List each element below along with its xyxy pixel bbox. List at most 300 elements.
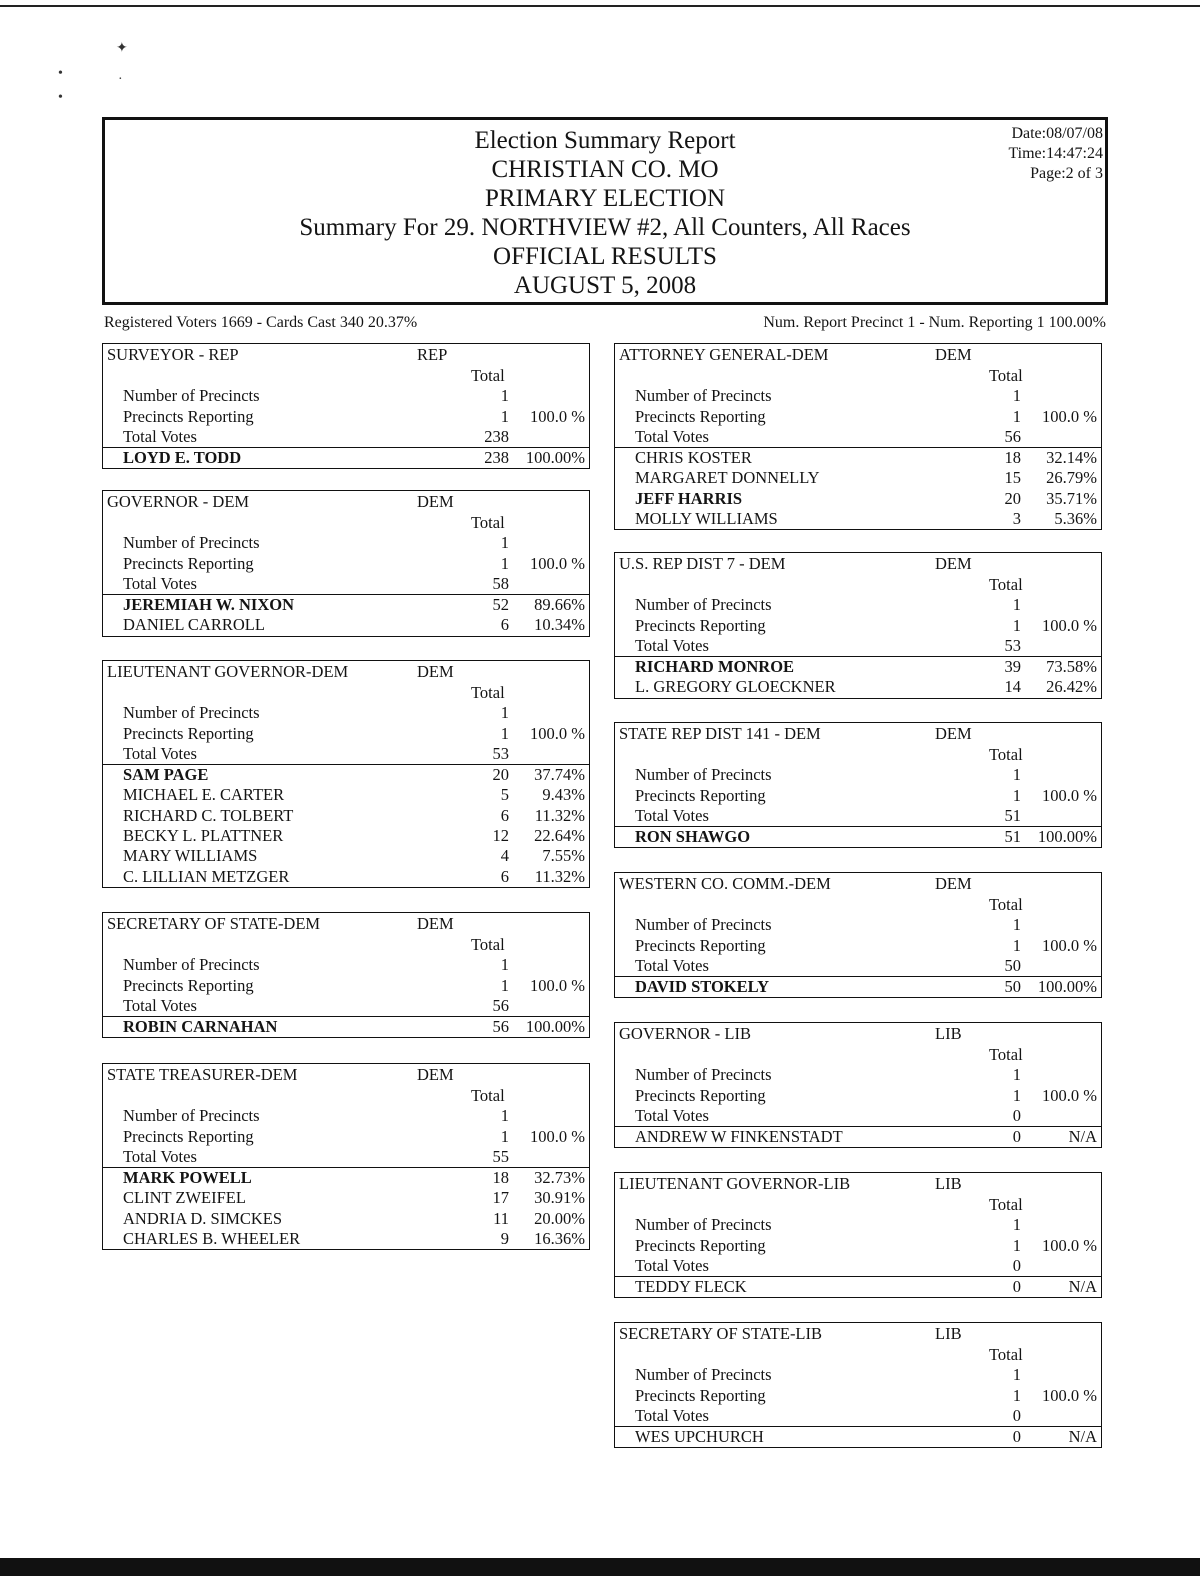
row-label: Total Votes (635, 1105, 709, 1125)
race-party: LIB (935, 1174, 962, 1193)
total-column-header (615, 1195, 1101, 1215)
candidate-votes: 20 (492, 765, 509, 785)
total-label: Total (989, 745, 1023, 764)
row-label: Precincts Reporting (123, 723, 254, 743)
county-name: CHRISTIAN CO. MO (491, 156, 719, 183)
candidate-percent: 89.66% (534, 595, 585, 615)
total-column-header (103, 1086, 589, 1106)
total-votes-row (615, 806, 1101, 827)
total-votes-row (103, 1147, 589, 1168)
race-party: DEM (935, 345, 972, 364)
row-value: 1 (1012, 615, 1021, 635)
precincts-reporting-row (615, 936, 1101, 956)
candidate-name: JEFF HARRIS (635, 488, 743, 508)
row-percent: 100.0 % (530, 723, 585, 743)
candidate-votes: 0 (1012, 1127, 1021, 1147)
race-title-row (615, 1323, 1101, 1345)
total-column-header (615, 745, 1101, 765)
row-value: 1 (500, 533, 509, 553)
row-label: Total Votes (635, 1405, 709, 1425)
race-title-row (103, 913, 589, 935)
race-box-state-treasurer-dem (102, 1063, 590, 1250)
candidate-name: MARGARET DONNELLY (635, 468, 820, 488)
number-of-precincts-row (103, 386, 589, 406)
candidate-votes: 51 (1004, 827, 1021, 847)
race-title-row (103, 1064, 589, 1086)
candidate-percent: 100.00% (1037, 977, 1097, 997)
row-label: Number of Precincts (635, 1215, 772, 1235)
row-label: Precincts Reporting (635, 406, 766, 426)
row-value: 1 (1012, 785, 1021, 805)
total-label: Total (471, 366, 505, 385)
race-title: GOVERNOR - DEM (107, 492, 250, 511)
race-title: ATTORNEY GENERAL-DEM (619, 345, 829, 364)
candidate-votes: 18 (492, 1168, 509, 1188)
row-percent: 100.0 % (1042, 785, 1097, 805)
candidate-votes: 50 (1004, 977, 1021, 997)
race-box-state-rep-dist141-dem (614, 722, 1102, 848)
scan-edge-top (0, 5, 1200, 7)
candidate-row (103, 615, 589, 635)
row-value: 58 (492, 573, 509, 593)
number-of-precincts-row (615, 915, 1101, 935)
race-title: WESTERN CO. COMM.-DEM (619, 874, 831, 893)
row-value: 1 (1012, 1235, 1021, 1255)
candidate-votes: 18 (1004, 448, 1021, 468)
scan-speck: · (118, 72, 123, 87)
race-title-row (615, 1023, 1101, 1045)
race-title: SURVEYOR - REP (107, 345, 239, 364)
row-label: Total Votes (635, 805, 709, 825)
candidate-percent: 11.32% (534, 866, 585, 886)
registered-voters-line: Registered Voters 1669 - Cards Cast 340 20.37% (104, 314, 418, 331)
row-percent: 100.0 % (530, 1126, 585, 1146)
row-value: 53 (492, 743, 509, 763)
race-box-attorney-general-dem (614, 343, 1102, 530)
row-value: 1 (1012, 386, 1021, 406)
candidate-name: JEREMIAH W. NIXON (123, 595, 294, 615)
candidate-name: RICHARD C. TOLBERT (123, 805, 294, 825)
candidate-percent: 7.55% (542, 846, 585, 866)
total-column-header (103, 935, 589, 955)
row-label: Precincts Reporting (635, 1235, 766, 1255)
scan-speck: • (58, 66, 63, 81)
candidate-name: LOYD E. TODD (123, 448, 242, 468)
row-label: Total Votes (635, 955, 709, 975)
race-box-secretary-state-lib (614, 1322, 1102, 1448)
race-title-row (615, 553, 1101, 575)
total-label: Total (989, 366, 1023, 385)
candidate-votes: 17 (492, 1188, 509, 1208)
candidate-votes: 0 (1012, 1277, 1021, 1297)
candidate-name: DAVID STOKELY (635, 977, 770, 997)
race-party: LIB (935, 1324, 962, 1343)
candidate-row (615, 1277, 1101, 1297)
candidate-name: CLINT ZWEIFEL (123, 1188, 246, 1208)
number-of-precincts-row (615, 1215, 1101, 1235)
candidate-votes: 3 (1012, 509, 1021, 529)
precincts-reporting-row (615, 407, 1101, 427)
row-percent: 100.0 % (530, 406, 585, 426)
race-box-western-co-comm-dem (614, 872, 1102, 998)
total-column-header (615, 895, 1101, 915)
race-title-row (103, 344, 589, 366)
candidate-percent: 26.79% (1046, 468, 1097, 488)
candidate-percent: 30.91% (534, 1188, 585, 1208)
row-value: 1 (1012, 595, 1021, 615)
number-of-precincts-row (615, 595, 1101, 615)
candidate-percent: 35.71% (1046, 488, 1097, 508)
candidate-name: MICHAEL E. CARTER (123, 785, 285, 805)
candidate-row (103, 846, 589, 866)
race-title: LIEUTENANT GOVERNOR-DEM (107, 662, 349, 681)
precincts-reporting-row (103, 407, 589, 427)
race-title: LIEUTENANT GOVERNOR-LIB (619, 1174, 851, 1193)
report-header (102, 117, 1108, 305)
report-date: Date:08/07/08 (1011, 125, 1103, 142)
candidate-name: ROBIN CARNAHAN (123, 1017, 278, 1037)
total-label: Total (471, 683, 505, 702)
total-votes-row (615, 956, 1101, 977)
precincts-reporting-row (103, 724, 589, 744)
race-box-governor-lib (614, 1022, 1102, 1148)
candidate-percent: 22.64% (534, 826, 585, 846)
number-of-precincts-row (615, 1365, 1101, 1385)
candidate-row (103, 1209, 589, 1229)
total-votes-row (615, 1106, 1101, 1127)
precincts-reporting-row (103, 976, 589, 996)
total-column-header (615, 366, 1101, 386)
candidate-row (615, 489, 1101, 509)
row-value: 1 (500, 1106, 509, 1126)
row-label: Total Votes (635, 1255, 709, 1275)
header-title-block (105, 126, 1105, 300)
race-title: U.S. REP DIST 7 - DEM (619, 554, 786, 573)
race-party: DEM (417, 662, 454, 681)
race-box-governor-dem (102, 490, 590, 637)
race-party: DEM (417, 1065, 454, 1084)
number-of-precincts-row (103, 1106, 589, 1126)
candidate-votes: 0 (1012, 1427, 1021, 1447)
race-party: DEM (417, 914, 454, 933)
candidate-votes: 14 (1004, 677, 1021, 697)
row-percent: 100.0 % (1042, 615, 1097, 635)
row-value: 1 (500, 723, 509, 743)
candidate-percent: N/A (1068, 1127, 1097, 1147)
candidate-percent: 73.58% (1046, 657, 1097, 677)
candidate-percent: 100.00% (1037, 827, 1097, 847)
candidate-percent: 100.00% (525, 448, 585, 468)
page-number: Page:2 of 3 (1030, 165, 1103, 182)
candidate-row (615, 977, 1101, 997)
candidate-row (103, 826, 589, 846)
candidate-row (103, 1017, 589, 1037)
candidate-name: MARY WILLIAMS (123, 846, 258, 866)
row-percent: 100.0 % (530, 975, 585, 995)
total-votes-row (615, 1256, 1101, 1277)
total-column-header (615, 1345, 1101, 1365)
row-value: 1 (1012, 406, 1021, 426)
header-meta (1008, 124, 1103, 184)
row-percent: 100.0 % (1042, 1385, 1097, 1405)
race-party: LIB (935, 1024, 962, 1043)
row-value: 53 (1004, 635, 1021, 655)
candidate-name: BECKY L. PLATTNER (123, 826, 284, 846)
row-label: Number of Precincts (635, 595, 772, 615)
race-box-secretary-state-dem (102, 912, 590, 1038)
row-value: 1 (1012, 1065, 1021, 1085)
total-votes-row (103, 744, 589, 765)
row-value: 56 (492, 995, 509, 1015)
candidate-name: SAM PAGE (123, 765, 209, 785)
row-value: 50 (1004, 955, 1021, 975)
candidate-percent: 32.73% (534, 1168, 585, 1188)
candidate-votes: 9 (500, 1229, 509, 1249)
row-value: 56 (1004, 426, 1021, 446)
row-label: Precincts Reporting (635, 785, 766, 805)
row-value: 1 (500, 975, 509, 995)
candidate-name: ANDREW W FINKENSTADT (635, 1127, 843, 1147)
number-of-precincts-row (615, 386, 1101, 406)
row-label: Total Votes (123, 995, 197, 1015)
total-votes-row (615, 1406, 1101, 1427)
row-value: 1 (1012, 1085, 1021, 1105)
row-label: Precincts Reporting (123, 975, 254, 995)
summary-scope: Summary For 29. NORTHVIEW #2, All Counters, All Races (299, 214, 911, 241)
candidate-row (615, 509, 1101, 529)
row-value: 1 (500, 703, 509, 723)
race-party: DEM (417, 492, 454, 511)
candidate-votes: 238 (484, 448, 509, 468)
row-value: 1 (1012, 1385, 1021, 1405)
race-party: DEM (935, 724, 972, 743)
total-label: Total (989, 575, 1023, 594)
candidate-percent: 11.32% (534, 805, 585, 825)
row-value: 1 (500, 406, 509, 426)
candidate-name: C. LILLIAN METZGER (123, 866, 290, 886)
candidate-name: RICHARD MONROE (635, 657, 795, 677)
candidate-row (615, 1427, 1101, 1447)
row-label: Precincts Reporting (635, 935, 766, 955)
race-box-lt-governor-dem (102, 660, 590, 888)
race-title: STATE TREASURER-DEM (107, 1065, 298, 1084)
total-label: Total (989, 1345, 1023, 1364)
total-column-header (615, 1045, 1101, 1065)
candidate-row (615, 468, 1101, 488)
row-label: Number of Precincts (635, 915, 772, 935)
scan-speck: ✦ (116, 41, 128, 56)
row-label: Total Votes (123, 743, 197, 763)
row-value: 1 (500, 553, 509, 573)
row-value: 1 (500, 1126, 509, 1146)
report-title: Election Summary Report (474, 127, 736, 154)
number-of-precincts-row (103, 955, 589, 975)
candidate-row (615, 677, 1101, 697)
precincts-reporting-row (615, 786, 1101, 806)
candidate-row (103, 765, 589, 785)
row-label: Number of Precincts (123, 955, 260, 975)
row-label: Number of Precincts (635, 765, 772, 785)
row-label: Number of Precincts (635, 1065, 772, 1085)
number-of-precincts-row (615, 765, 1101, 785)
candidate-row (103, 448, 589, 468)
candidate-percent: 37.74% (534, 765, 585, 785)
total-column-header (103, 683, 589, 703)
candidate-votes: 39 (1004, 657, 1021, 677)
candidate-name: CHARLES B. WHEELER (123, 1229, 301, 1249)
candidate-votes: 12 (492, 826, 509, 846)
row-percent: 100.0 % (1042, 935, 1097, 955)
candidate-percent: 9.43% (542, 785, 585, 805)
precincts-reporting-row (615, 1236, 1101, 1256)
candidate-name: MOLLY WILLIAMS (635, 509, 778, 529)
row-percent: 100.0 % (530, 553, 585, 573)
candidate-name: ANDRIA D. SIMCKES (123, 1208, 283, 1228)
row-value: 1 (1012, 935, 1021, 955)
total-label: Total (471, 935, 505, 954)
row-value: 0 (1012, 1255, 1021, 1275)
candidate-votes: 52 (492, 595, 509, 615)
race-title-row (103, 491, 589, 513)
precinct-reporting-line: Num. Report Precinct 1 - Num. Reporting 1 100.00% (763, 314, 1106, 331)
row-percent: 100.0 % (1042, 406, 1097, 426)
scan-speck: • (58, 90, 63, 105)
race-box-lt-governor-lib (614, 1172, 1102, 1298)
race-title: SECRETARY OF STATE-DEM (107, 914, 321, 933)
race-title-row (103, 661, 589, 683)
total-label: Total (989, 1045, 1023, 1064)
candidate-name: RON SHAWGO (635, 827, 751, 847)
row-value: 1 (1012, 1365, 1021, 1385)
row-label: Total Votes (635, 635, 709, 655)
candidate-votes: 4 (500, 846, 509, 866)
row-label: Number of Precincts (123, 386, 260, 406)
election-type: PRIMARY ELECTION (484, 185, 726, 212)
precincts-reporting-row (615, 616, 1101, 636)
row-value: 1 (1012, 1215, 1021, 1235)
report-time: Time:14:47:24 (1008, 145, 1103, 162)
candidate-votes: 6 (500, 805, 509, 825)
candidate-percent: 26.42% (1046, 677, 1097, 697)
row-label: Precincts Reporting (123, 553, 254, 573)
candidate-percent: 20.00% (534, 1208, 585, 1228)
candidate-percent: N/A (1068, 1427, 1097, 1447)
row-value: 1 (500, 386, 509, 406)
candidate-name: DANIEL CARROLL (123, 615, 265, 635)
candidate-row (615, 1127, 1101, 1147)
race-title-row (615, 873, 1101, 895)
total-votes-row (103, 427, 589, 448)
number-of-precincts-row (103, 533, 589, 553)
row-value: 51 (1004, 805, 1021, 825)
race-title-row (615, 344, 1101, 366)
candidate-name: L. GREGORY GLOECKNER (635, 677, 836, 697)
candidate-votes: 20 (1004, 488, 1021, 508)
row-label: Precincts Reporting (123, 406, 254, 426)
row-label: Number of Precincts (635, 1365, 772, 1385)
row-value: 1 (500, 955, 509, 975)
total-votes-row (615, 427, 1101, 448)
race-title-row (615, 723, 1101, 745)
row-label: Precincts Reporting (123, 1126, 254, 1146)
row-label: Number of Precincts (123, 703, 260, 723)
race-title: STATE REP DIST 141 - DEM (619, 724, 821, 743)
race-box-surveyor-rep (102, 343, 590, 469)
row-value: 1 (1012, 915, 1021, 935)
candidate-name: TEDDY FLECK (635, 1277, 747, 1297)
candidate-row (615, 657, 1101, 677)
row-label: Total Votes (123, 573, 197, 593)
precincts-reporting-row (615, 1086, 1101, 1106)
race-party: DEM (935, 874, 972, 893)
candidate-row (615, 448, 1101, 468)
candidate-percent: N/A (1068, 1277, 1097, 1297)
candidate-row (103, 806, 589, 826)
candidate-votes: 56 (492, 1017, 509, 1037)
row-label: Total Votes (123, 426, 197, 446)
scan-edge-bottom (0, 1558, 1200, 1576)
row-label: Total Votes (635, 426, 709, 446)
row-percent: 100.0 % (1042, 1085, 1097, 1105)
candidate-votes: 6 (500, 615, 509, 635)
row-value: 0 (1012, 1105, 1021, 1125)
row-label: Precincts Reporting (635, 1085, 766, 1105)
row-label: Number of Precincts (123, 533, 260, 553)
race-party: REP (417, 345, 448, 364)
row-label: Precincts Reporting (635, 1385, 766, 1405)
candidate-name: WES UPCHURCH (635, 1427, 764, 1447)
precincts-reporting-row (103, 554, 589, 574)
row-label: Precincts Reporting (635, 615, 766, 635)
candidate-row (103, 785, 589, 805)
candidate-votes: 15 (1004, 468, 1021, 488)
total-label: Total (989, 895, 1023, 914)
total-label: Total (989, 1195, 1023, 1214)
race-party: DEM (935, 554, 972, 573)
precincts-reporting-row (615, 1386, 1101, 1406)
precincts-reporting-row (103, 1127, 589, 1147)
row-label: Number of Precincts (635, 386, 772, 406)
total-votes-row (103, 996, 589, 1017)
row-label: Total Votes (123, 1146, 197, 1166)
candidate-row (103, 595, 589, 615)
row-label: Number of Precincts (123, 1106, 260, 1126)
row-value: 238 (484, 426, 509, 446)
candidate-percent: 100.00% (525, 1017, 585, 1037)
candidate-votes: 6 (500, 866, 509, 886)
row-value: 1 (1012, 765, 1021, 785)
candidate-percent: 10.34% (534, 615, 585, 635)
row-percent: 100.0 % (1042, 1235, 1097, 1255)
race-title-row (615, 1173, 1101, 1195)
results-status: OFFICIAL RESULTS (493, 243, 717, 270)
candidate-votes: 5 (500, 785, 509, 805)
candidate-row (103, 867, 589, 887)
candidate-row (103, 1168, 589, 1188)
election-date: AUGUST 5, 2008 (513, 272, 697, 299)
race-title: GOVERNOR - LIB (619, 1024, 751, 1043)
total-label: Total (471, 1086, 505, 1105)
row-value: 0 (1012, 1405, 1021, 1425)
total-votes-row (615, 636, 1101, 657)
total-column-header (615, 575, 1101, 595)
total-votes-row (103, 574, 589, 595)
candidate-votes: 11 (493, 1208, 509, 1228)
total-label: Total (471, 513, 505, 532)
race-box-us-rep-dist7-dem (614, 552, 1102, 699)
row-value: 55 (492, 1146, 509, 1166)
race-title: SECRETARY OF STATE-LIB (619, 1324, 823, 1343)
